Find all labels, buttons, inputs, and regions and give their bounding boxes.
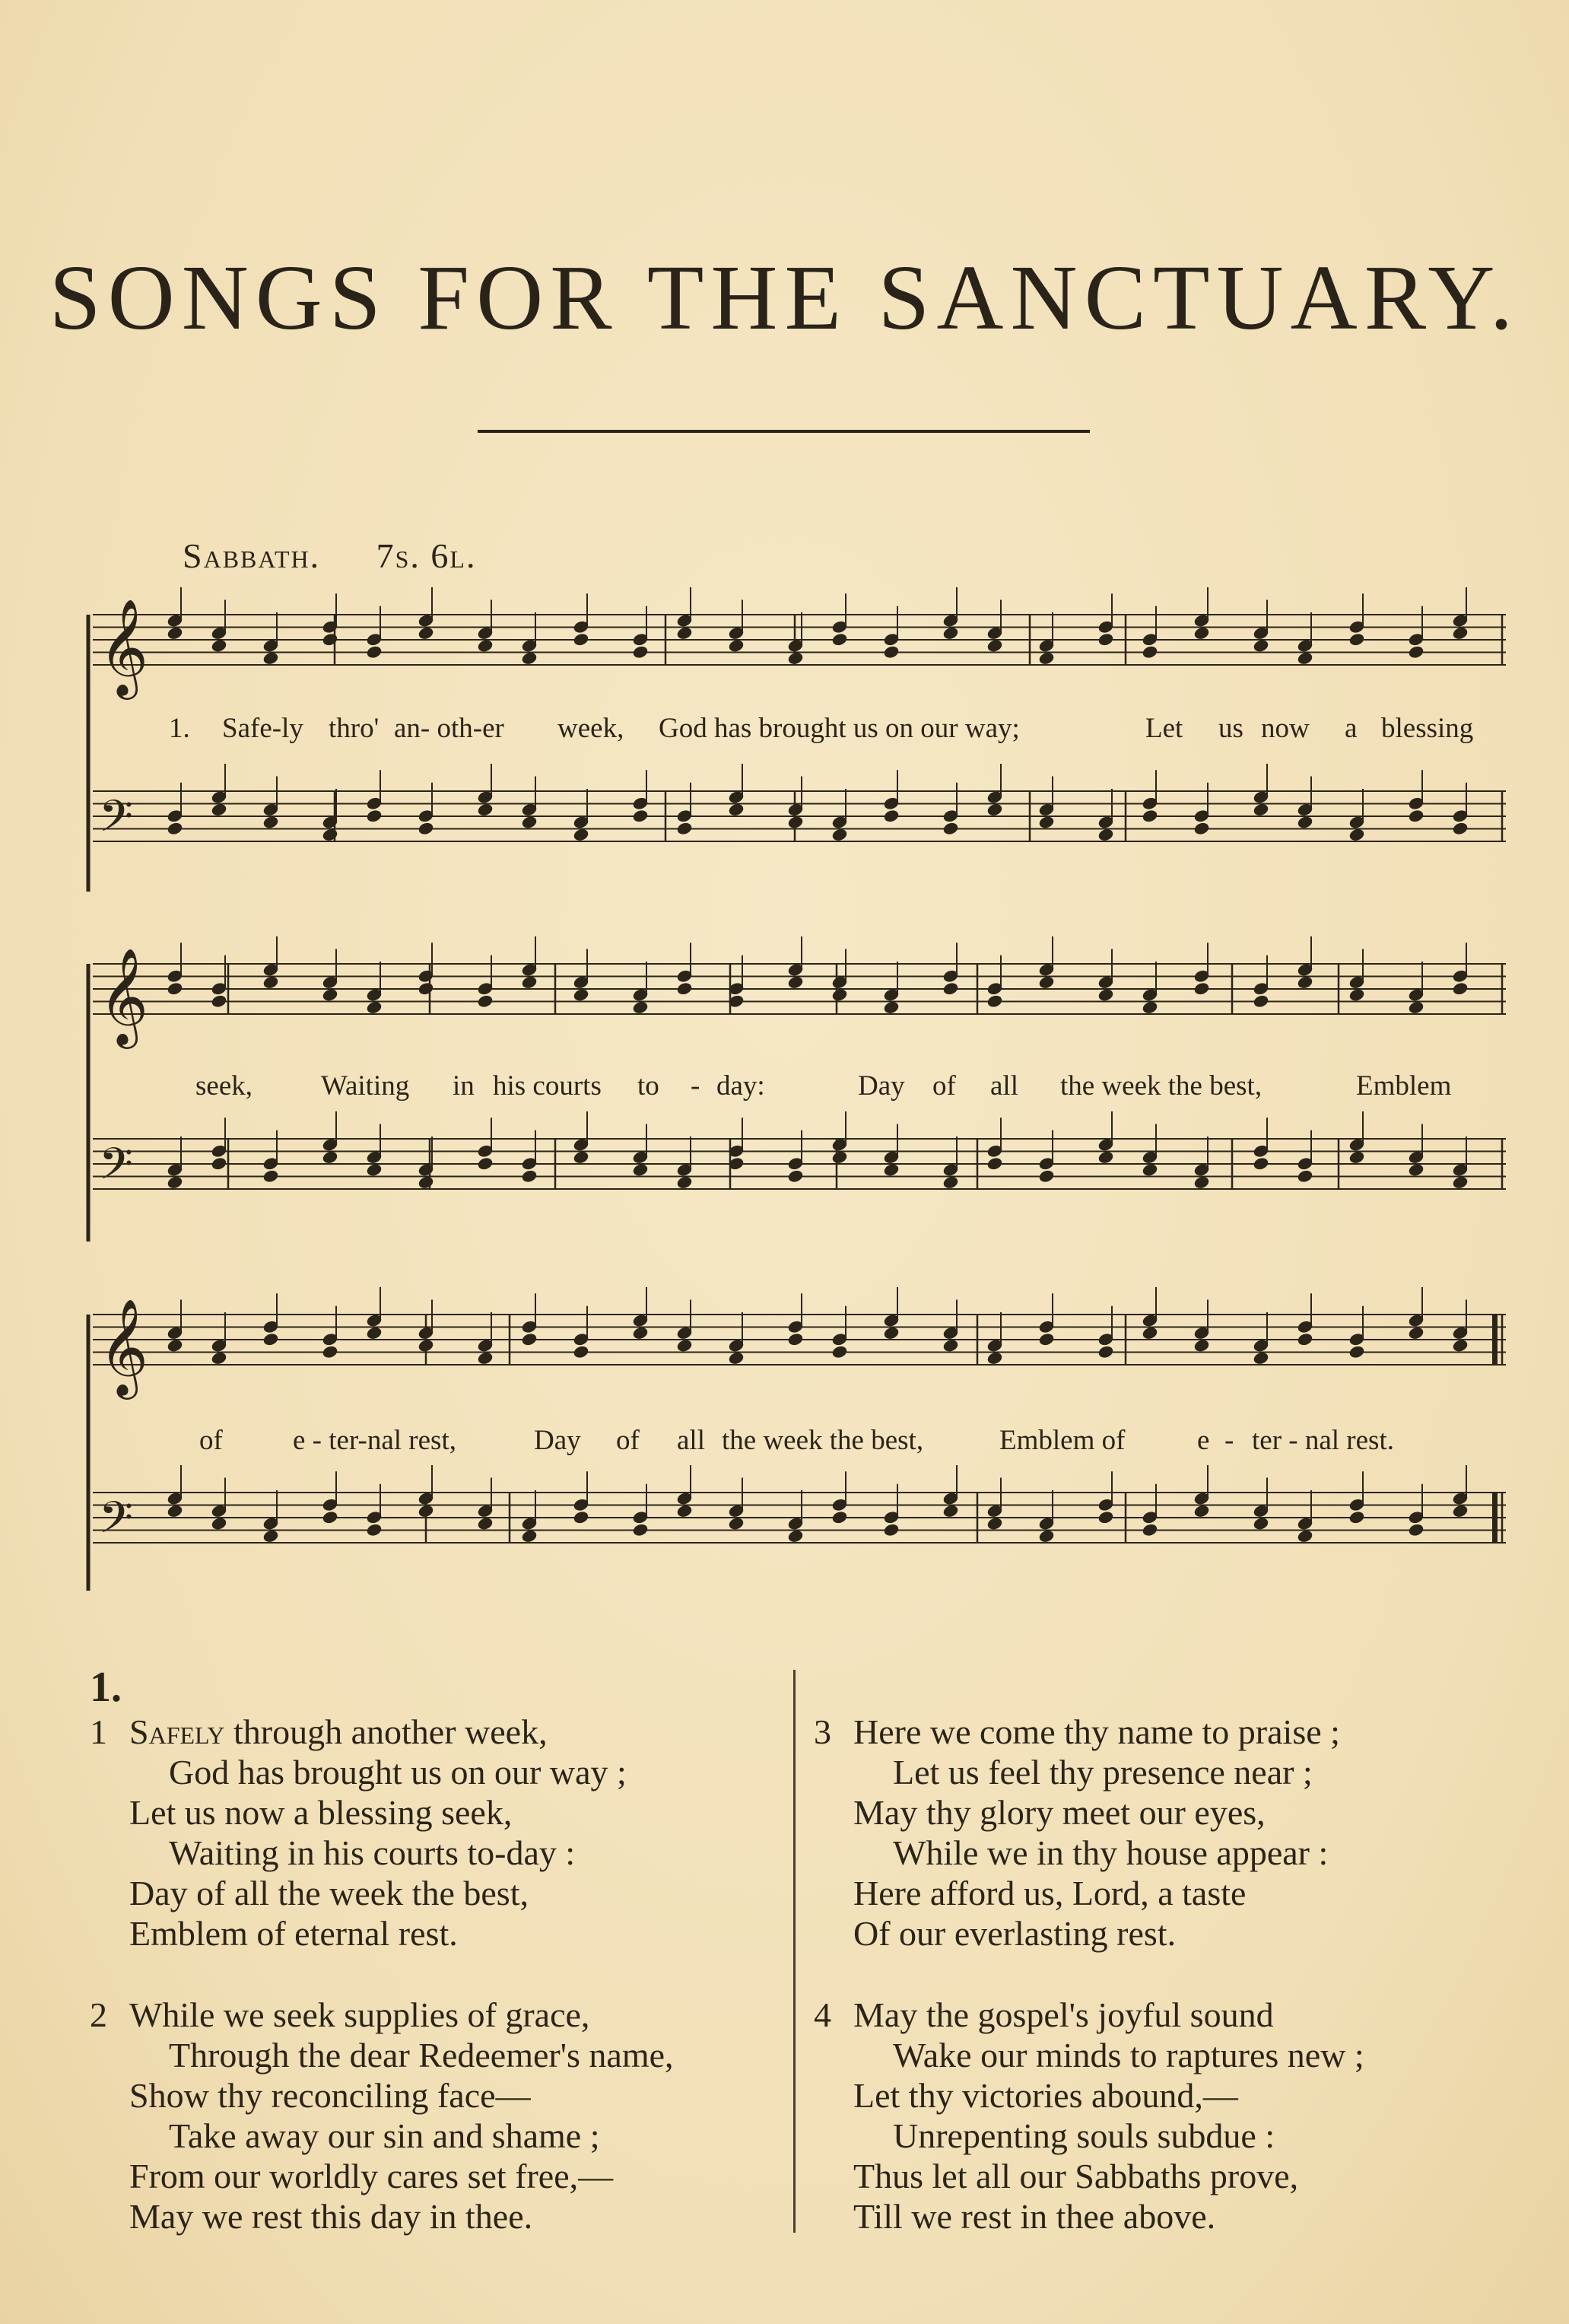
note-head bbox=[787, 975, 803, 989]
note-head bbox=[521, 815, 537, 829]
page-title: SONGS FOR THE SANCTUARY. bbox=[49, 246, 1520, 349]
note-head bbox=[573, 828, 589, 841]
note-head bbox=[1348, 633, 1364, 647]
note-head bbox=[883, 1000, 899, 1014]
note-head bbox=[1193, 626, 1209, 640]
verse-line: Let us now a blessing seek, bbox=[129, 1793, 513, 1832]
note-head bbox=[632, 1163, 648, 1177]
note-head bbox=[418, 1339, 434, 1353]
lyric: Let bbox=[1145, 713, 1183, 744]
note-head bbox=[986, 1517, 1002, 1531]
note-head bbox=[1038, 1529, 1054, 1543]
note-head bbox=[1038, 975, 1054, 989]
note-head bbox=[1097, 1150, 1113, 1164]
verse-line: May the gospel's joyful sound bbox=[853, 1995, 1274, 2034]
note-head bbox=[573, 1511, 589, 1524]
note-head bbox=[1097, 633, 1113, 647]
note-head bbox=[942, 822, 958, 835]
lyric: seek, bbox=[195, 1070, 253, 1102]
note-head bbox=[1452, 822, 1468, 835]
note-head bbox=[366, 1163, 382, 1177]
verse-line: Thus let all our Sabbaths prove, bbox=[853, 2157, 1299, 2195]
lyric: Waiting bbox=[321, 1070, 410, 1102]
note-head bbox=[883, 1163, 899, 1177]
note-head bbox=[418, 1175, 434, 1189]
note-head bbox=[883, 1326, 899, 1340]
note-head bbox=[573, 1150, 589, 1164]
lyric: blessing bbox=[1381, 713, 1474, 744]
note-head bbox=[1297, 1169, 1313, 1183]
treble-clef-icon: 𝄞 bbox=[99, 947, 149, 1044]
verse-2 bbox=[90, 1995, 674, 2237]
note-head bbox=[1348, 1345, 1364, 1359]
note-head bbox=[986, 639, 1002, 653]
note-head bbox=[211, 639, 227, 653]
verse-number: 1 bbox=[90, 1712, 107, 1751]
note-head bbox=[1408, 1000, 1424, 1014]
note-head bbox=[167, 1339, 183, 1353]
lyric: all bbox=[990, 1070, 1018, 1102]
note-head bbox=[883, 1523, 899, 1537]
note-head bbox=[1297, 651, 1313, 665]
lyric: Emblem bbox=[1356, 1070, 1452, 1102]
note-head bbox=[262, 1333, 278, 1346]
note-head bbox=[211, 994, 227, 1008]
note-head bbox=[211, 1351, 227, 1365]
note-head bbox=[418, 626, 434, 640]
note-head bbox=[573, 988, 589, 1002]
note-head bbox=[831, 633, 847, 647]
note-head bbox=[1408, 1523, 1424, 1537]
note-head bbox=[632, 809, 648, 823]
note-head bbox=[1142, 1000, 1158, 1014]
note-head bbox=[1253, 994, 1269, 1008]
final-bar bbox=[1492, 1315, 1498, 1365]
note-head bbox=[1193, 1339, 1209, 1353]
note-head bbox=[676, 1339, 692, 1353]
note-head bbox=[1297, 815, 1313, 829]
note-head bbox=[942, 1339, 958, 1353]
note-head bbox=[1038, 815, 1054, 829]
note-head bbox=[1348, 1150, 1364, 1164]
verse-first-word: Safely bbox=[129, 1712, 225, 1751]
verse-line: Day of all the week the best, bbox=[129, 1874, 529, 1912]
note-head bbox=[366, 1326, 382, 1340]
lyric: the week the best, bbox=[722, 1425, 924, 1456]
lyric: thro' bbox=[329, 713, 380, 744]
note-head bbox=[831, 828, 847, 841]
note-head bbox=[986, 1157, 1002, 1171]
note-head bbox=[787, 1529, 803, 1543]
note-head bbox=[1142, 1163, 1158, 1177]
note-head bbox=[883, 645, 899, 659]
note-head bbox=[1452, 982, 1468, 996]
lyric: ter - nal rest. bbox=[1252, 1425, 1394, 1456]
verse-number: 3 bbox=[814, 1712, 831, 1751]
note-head bbox=[521, 1333, 537, 1346]
note-head bbox=[477, 639, 493, 653]
note-head bbox=[787, 815, 803, 829]
verse-line: Here we come thy name to praise ; bbox=[853, 1712, 1340, 1751]
note-head bbox=[262, 1529, 278, 1543]
note-head bbox=[632, 1326, 648, 1340]
verse-line: Let us feel thy presence near ; bbox=[893, 1753, 1313, 1791]
note-head bbox=[1193, 982, 1209, 996]
final-bar bbox=[1492, 1493, 1498, 1543]
note-head bbox=[322, 1345, 338, 1359]
lyric: God has brought us on our way; bbox=[659, 713, 1020, 744]
lyric: of bbox=[932, 1070, 956, 1102]
note-head bbox=[521, 1529, 537, 1543]
note-head bbox=[322, 1150, 338, 1164]
verse-line: through another week, bbox=[224, 1712, 548, 1751]
note-head bbox=[1142, 645, 1158, 659]
verse-line: Of our everlasting rest. bbox=[853, 1914, 1177, 1953]
verse-line: Let thy victories abound,— bbox=[853, 2076, 1238, 2115]
note-head bbox=[986, 994, 1002, 1008]
note-head bbox=[1408, 1326, 1424, 1340]
note-head bbox=[366, 645, 382, 659]
note-head bbox=[831, 1150, 847, 1164]
treble-clef-icon: 𝄞 bbox=[99, 598, 149, 695]
lyric: to bbox=[637, 1070, 659, 1102]
note-head bbox=[366, 809, 382, 823]
verse-line: May thy glory meet our eyes, bbox=[853, 1793, 1266, 1832]
note-head bbox=[521, 975, 537, 989]
note-head bbox=[676, 822, 692, 835]
note-head bbox=[632, 1000, 648, 1014]
note-head bbox=[477, 994, 493, 1008]
lyric: week, bbox=[557, 713, 624, 744]
verse-1 bbox=[90, 1712, 627, 1954]
note-head bbox=[632, 645, 648, 659]
note-head bbox=[728, 639, 744, 653]
note-head bbox=[1408, 645, 1424, 659]
note-head bbox=[1038, 1333, 1054, 1346]
lyric: now bbox=[1261, 713, 1310, 744]
column-divider bbox=[793, 1670, 796, 2233]
verse-line: Till we rest in thee above. bbox=[853, 2197, 1216, 2236]
note-head bbox=[1408, 809, 1424, 823]
note-head bbox=[1408, 1163, 1424, 1177]
note-head bbox=[1193, 1175, 1209, 1189]
lyric: Emblem of bbox=[999, 1425, 1126, 1456]
verse-number: 2 bbox=[90, 1995, 107, 2034]
lyric: the week the best, bbox=[1060, 1070, 1263, 1102]
note-head bbox=[831, 988, 847, 1002]
note-head bbox=[1142, 1523, 1158, 1537]
verse-line: Through the dear Redeemer's name, bbox=[169, 2036, 674, 2074]
note-head bbox=[1097, 828, 1113, 841]
note-head bbox=[366, 1000, 382, 1014]
note-head bbox=[1253, 1157, 1269, 1171]
note-head bbox=[1038, 1169, 1054, 1183]
lyric: - bbox=[1224, 1425, 1234, 1456]
verse-line: Waiting in his courts to-day : bbox=[169, 1833, 576, 1872]
note-head bbox=[728, 1351, 744, 1365]
note-head bbox=[167, 822, 183, 835]
note-head bbox=[1253, 1351, 1269, 1365]
note-head bbox=[1348, 988, 1364, 1002]
lyric: his courts bbox=[493, 1070, 602, 1102]
verse-3 bbox=[814, 1712, 1340, 1954]
note-head bbox=[211, 803, 227, 816]
note-head bbox=[676, 1175, 692, 1189]
bass-clef-icon: 𝄢 bbox=[99, 1138, 134, 1200]
note-head bbox=[366, 1523, 382, 1537]
verse-line: Here afford us, Lord, a taste bbox=[853, 1874, 1247, 1912]
verse-number: 4 bbox=[814, 1995, 831, 2034]
lyric: e bbox=[1197, 1425, 1210, 1456]
note-head bbox=[1253, 1517, 1269, 1531]
note-head bbox=[167, 1504, 183, 1518]
note-head bbox=[1253, 803, 1269, 816]
note-head bbox=[322, 633, 338, 647]
lyric: Safe-ly bbox=[222, 713, 303, 744]
note-head bbox=[1097, 988, 1113, 1002]
note-head bbox=[1097, 1345, 1113, 1359]
verse-line: Wake our minds to raptures new ; bbox=[893, 2036, 1364, 2074]
lyric: of bbox=[199, 1425, 223, 1456]
note-head bbox=[787, 1169, 803, 1183]
note-head bbox=[573, 1345, 589, 1359]
lyric: in bbox=[453, 1070, 475, 1102]
note-head bbox=[477, 1351, 493, 1365]
note-head bbox=[1253, 639, 1269, 653]
note-head bbox=[831, 1511, 847, 1524]
note-head bbox=[322, 988, 338, 1002]
note-head bbox=[573, 633, 589, 647]
bass-clef-icon: 𝄢 bbox=[99, 790, 134, 853]
lyric: us bbox=[1218, 713, 1243, 744]
verse-line: Show thy reconciling face— bbox=[129, 2076, 531, 2115]
note-head bbox=[986, 803, 1002, 816]
note-head bbox=[262, 651, 278, 665]
verse-line: While we in thy house appear : bbox=[893, 1833, 1329, 1872]
note-head bbox=[1452, 1504, 1468, 1518]
note-head bbox=[1452, 1339, 1468, 1353]
verse-line: Unrepenting souls subdue : bbox=[893, 2116, 1275, 2155]
note-head bbox=[322, 1511, 338, 1524]
note-head bbox=[787, 1333, 803, 1346]
lyric: of bbox=[616, 1425, 640, 1456]
note-head bbox=[322, 828, 338, 841]
note-head bbox=[167, 982, 183, 996]
note-head bbox=[728, 803, 744, 816]
verse-line: God has brought us on our way ; bbox=[169, 1753, 627, 1791]
note-head bbox=[211, 1517, 227, 1531]
note-head bbox=[1193, 1504, 1209, 1518]
note-head bbox=[1038, 651, 1054, 665]
verse-4 bbox=[814, 1995, 1364, 2237]
note-head bbox=[477, 803, 493, 816]
tune-meter: 7s. 6l. bbox=[376, 536, 477, 575]
note-head bbox=[1297, 1333, 1313, 1346]
note-head bbox=[986, 1351, 1002, 1365]
note-head bbox=[262, 1169, 278, 1183]
note-head bbox=[883, 809, 899, 823]
lyric: Day bbox=[858, 1070, 905, 1102]
note-head bbox=[1142, 1326, 1158, 1340]
note-head bbox=[787, 651, 803, 665]
lyric: all bbox=[677, 1425, 705, 1456]
note-head bbox=[167, 626, 183, 640]
note-head bbox=[676, 982, 692, 996]
note-head bbox=[1297, 1529, 1313, 1543]
hymn-number: 1. bbox=[90, 1664, 122, 1711]
note-head bbox=[1348, 1511, 1364, 1524]
note-head bbox=[942, 1504, 958, 1518]
note-head bbox=[1348, 828, 1364, 841]
note-head bbox=[632, 1523, 648, 1537]
lyric: a bbox=[1345, 713, 1358, 744]
bass-clef-icon: 𝄢 bbox=[99, 1492, 134, 1554]
verse-line: Take away our sin and shame ; bbox=[169, 2116, 600, 2155]
note-head bbox=[521, 651, 537, 665]
note-head bbox=[942, 626, 958, 640]
verse-line: Emblem of eternal rest. bbox=[129, 1914, 458, 1953]
note-head bbox=[418, 1504, 434, 1518]
note-head bbox=[418, 982, 434, 996]
lyric: an- oth-er bbox=[394, 713, 504, 744]
tune-name: Sabbath. bbox=[183, 536, 321, 575]
note-head bbox=[418, 822, 434, 835]
note-head bbox=[942, 1175, 958, 1189]
verse-line: From our worldly cares set free,— bbox=[129, 2157, 614, 2195]
note-head bbox=[477, 1517, 493, 1531]
note-head bbox=[1142, 809, 1158, 823]
treble-clef-icon: 𝄞 bbox=[99, 1298, 149, 1395]
note-head bbox=[831, 1345, 847, 1359]
note-head bbox=[1452, 1175, 1468, 1189]
note-head bbox=[211, 1157, 227, 1171]
lyric: e - ter-nal rest, bbox=[293, 1425, 456, 1456]
note-head bbox=[521, 1169, 537, 1183]
note-head bbox=[676, 626, 692, 640]
note-head bbox=[942, 982, 958, 996]
note-head bbox=[1193, 822, 1209, 835]
lyric: day: bbox=[716, 1070, 765, 1102]
note-head bbox=[262, 975, 278, 989]
note-head bbox=[1452, 626, 1468, 640]
note-head bbox=[262, 815, 278, 829]
note-head bbox=[477, 1157, 493, 1171]
verse-line: May we rest this day in thee. bbox=[129, 2197, 533, 2236]
note-head bbox=[676, 1504, 692, 1518]
note-head bbox=[1097, 1511, 1113, 1524]
lyric: 1. bbox=[169, 713, 190, 744]
lyric: - bbox=[691, 1070, 700, 1102]
note-head bbox=[167, 1175, 183, 1189]
lyric: Day bbox=[534, 1425, 581, 1456]
note-head bbox=[728, 1517, 744, 1531]
verse-line: While we seek supplies of grace, bbox=[129, 1995, 590, 2034]
note-head bbox=[1297, 975, 1313, 989]
